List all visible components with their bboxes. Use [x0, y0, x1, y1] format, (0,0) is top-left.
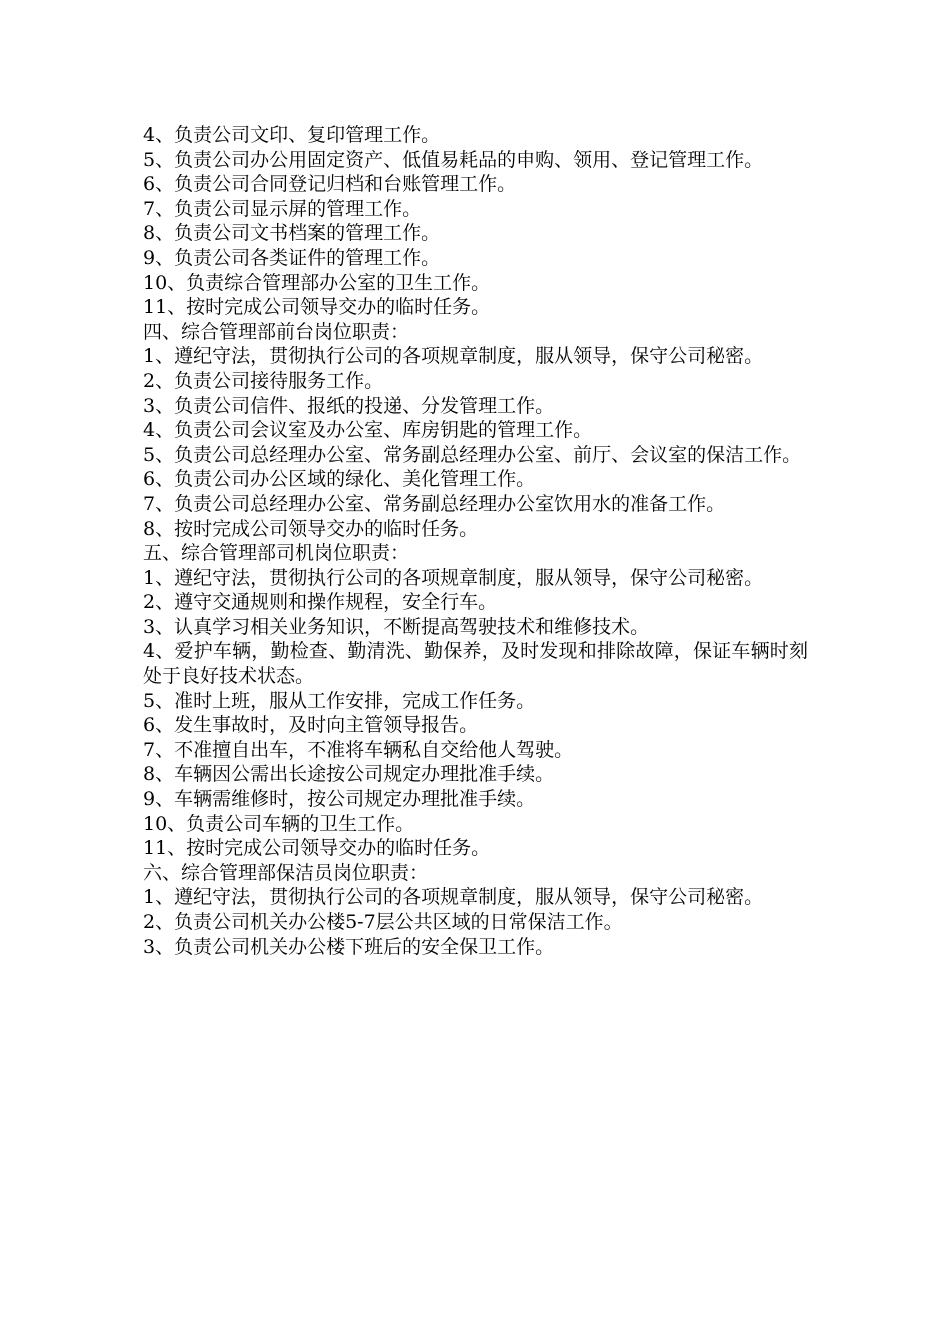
duty-item: 5、负责公司总经理办公室、常务副总经理办公室、前厅、会议室的保洁工作。 [143, 443, 802, 466]
duty-item: 6、发生事故时，及时向主管领导报告。 [143, 714, 479, 737]
duty-item: 8、按时完成公司领导交办的临时任务。 [143, 517, 479, 540]
duty-item: 4、爱护车辆，勤检查、勤清洗、勤保养，及时发现和排除故障，保证车辆时刻处于良好技术状态。 [143, 640, 808, 688]
duty-item: 2、负责公司接待服务工作。 [143, 369, 384, 392]
duty-item: 6、负责公司合同登记归档和台账管理工作。 [143, 173, 517, 196]
duty-item: 11、按时完成公司领导交办的临时任务。 [143, 296, 491, 319]
duty-item: 3、负责公司信件、报纸的投递、分发管理工作。 [143, 394, 555, 417]
duty-item: 7、负责公司显示屏的管理工作。 [143, 197, 422, 220]
duty-item: 7、负责公司总经理办公室、常务副总经理办公室饮用水的准备工作。 [143, 492, 726, 515]
duty-item: 4、负责公司文印、复印管理工作。 [143, 124, 441, 146]
section-heading-cleaner: 六、综合管理部保洁员岗位职责： [143, 861, 429, 884]
duty-item: 2、遵守交通规则和操作规程，安全行车。 [143, 591, 498, 614]
duty-item: 5、负责公司办公用固定资产、低值易耗品的申购、领用、登记管理工作。 [143, 148, 764, 171]
duty-item: 1、遵纪守法，贯彻执行公司的各项规章制度，服从领导，保守公司秘密。 [143, 345, 764, 368]
duty-item: 8、车辆因公需出长途按公司规定办理批准手续。 [143, 763, 555, 786]
section-heading-driver: 五、综合管理部司机岗位职责： [143, 542, 410, 565]
duty-item: 8、负责公司文书档案的管理工作。 [143, 222, 441, 245]
duty-item: 2、负责公司机关办公楼5-7层公共区域的日常保洁工作。 [143, 911, 623, 933]
duty-item: 1、遵纪守法，贯彻执行公司的各项规章制度，服从领导，保守公司秘密。 [143, 566, 764, 589]
duty-item: 9、车辆需维修时，按公司规定办理批准手续。 [143, 788, 536, 811]
duty-item: 1、遵纪守法，贯彻执行公司的各项规章制度，服从领导，保守公司秘密。 [143, 886, 764, 909]
duty-item: 4、负责公司会议室及办公室、库房钥匙的管理工作。 [143, 419, 593, 442]
duty-item: 11、按时完成公司领导交办的临时任务。 [143, 837, 491, 860]
duty-item: 10、负责综合管理部办公室的卫生工作。 [143, 271, 491, 294]
section-heading-front-desk: 四、综合管理部前台岗位职责： [143, 320, 410, 343]
duty-item: 3、认真学习相关业务知识，不断提高驾驶技术和维修技术。 [143, 615, 650, 638]
duty-item: 5、准时上班，服从工作安排，完成工作任务。 [143, 689, 536, 712]
duty-item: 3、负责公司机关办公楼下班后的安全保卫工作。 [143, 935, 555, 958]
document-page [143, 123, 808, 959]
duty-item: 6、负责公司办公区域的绿化、美化管理工作。 [143, 468, 536, 491]
duty-item: 9、负责公司各类证件的管理工作。 [143, 246, 441, 269]
duty-item: 7、不准擅自出车，不准将车辆私自交给他人驾驶。 [143, 738, 574, 761]
duty-item: 10、负责公司车辆的卫生工作。 [143, 812, 415, 835]
